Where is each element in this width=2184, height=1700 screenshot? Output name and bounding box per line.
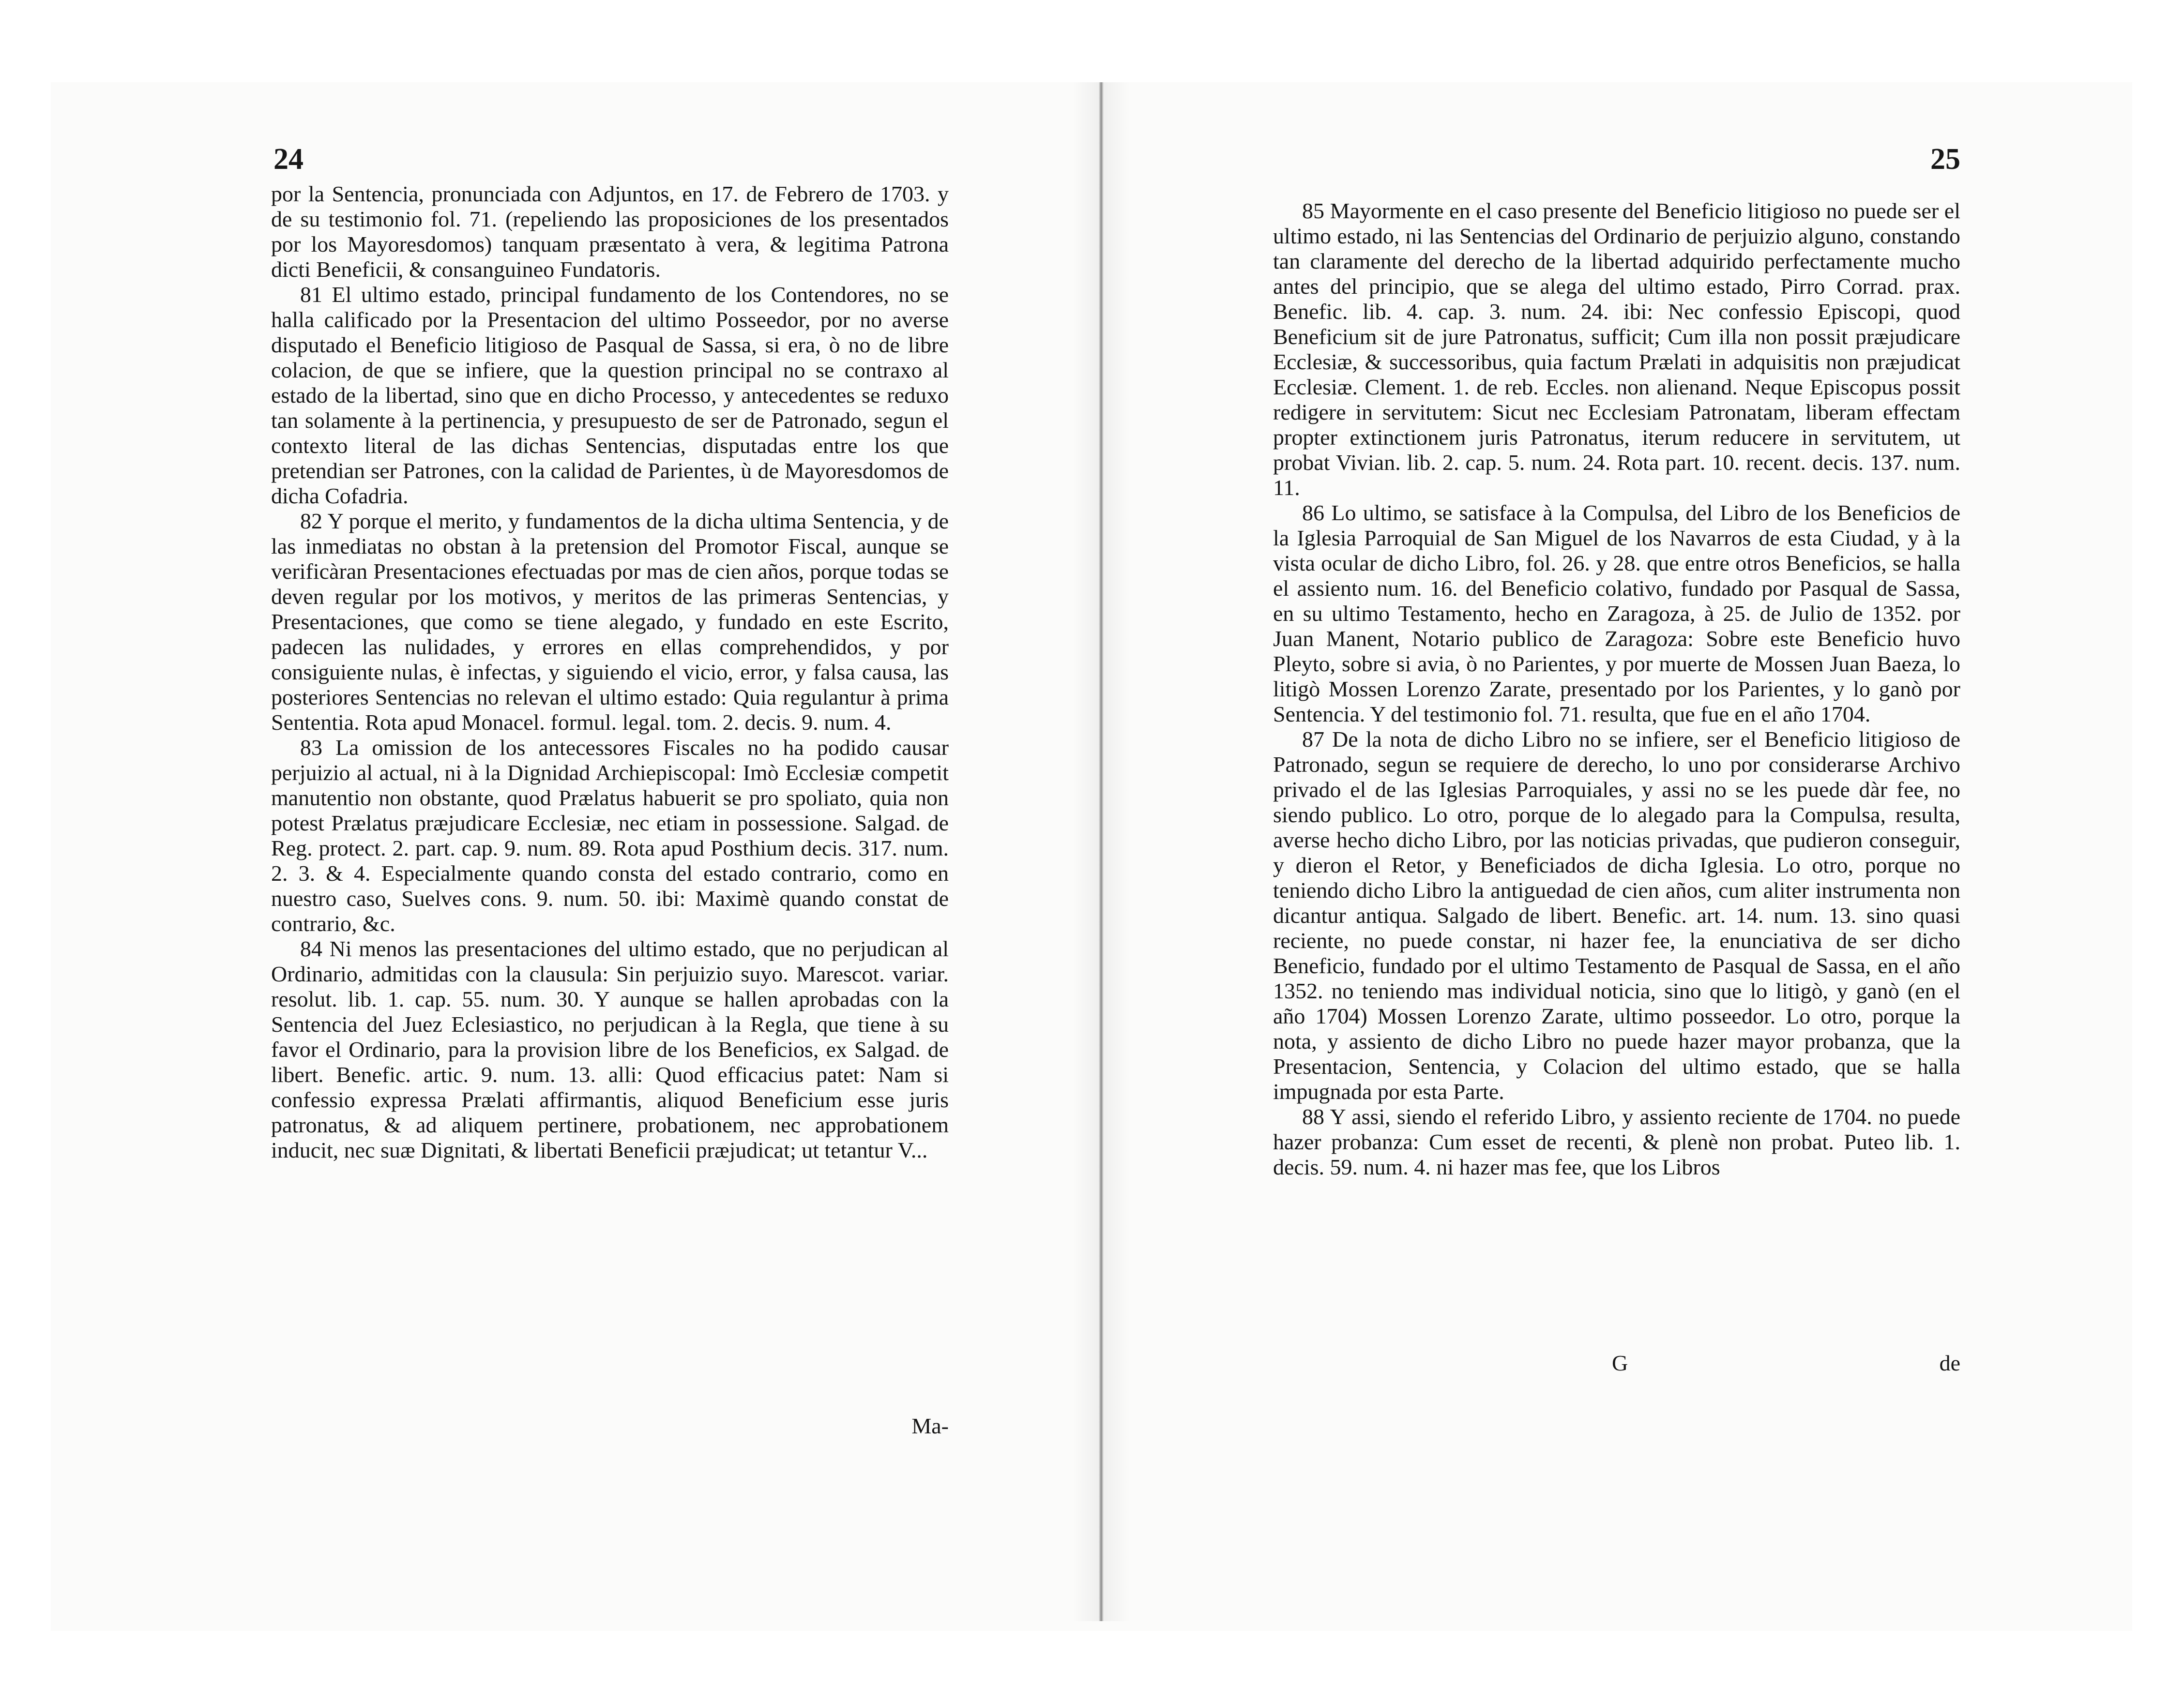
page-text <box>271 181 949 1163</box>
signature-mark: G <box>1612 1351 1628 1375</box>
paragraph-84: 84 Ni menos las presentaciones del ultimo estado, que no perjudican al Ordinario, admitidas con la clausula: Sin perjuizio suyo. Marescot. variar. resolut. lib. 1. cap. 55. num. 30. Y aunque se hallen aprobadas con la Sentencia del Juez Eclesiastico, no perjudican à la Regla, que tiene à su favor el Ordinario, para la provision libre de los Beneficios, ex Salgad. de libert. Benefic. artic. 9. num. 13. alli: Quod efficacius patet: Nam si confessio expressa Prælati affirmantis, aliquod Beneficium esse juris patronatus, & ad aliquem pertinere, probationem, nec approbationem inducit, nec suæ Dignitati, & libertati Beneficii præjudicat; ut tetantur V... <box>271 936 949 1162</box>
paragraph-83: 83 La omission de los antecessores Fiscales no ha podido causar perjuizio al actual, ni à la Dignidad Archiepiscopal: Imò Ecclesiæ competit manutentio non obstante, quod Prælatus habuerit se pro spoliato, quia non potest Prælatus præjudicare Ecclesiæ, nec etiam in possessione. Salgad. de Reg. protect. 2. part. cap. 9. num. 89. Rota apud Posthium decis. 317. num. 2. 3. & 4. Especialmente quando consta del estado contrario, como en nuestro caso, Suelves cons. 9. num. 50. ibi: Maximè quando constat de contrario, &c. <box>271 735 949 936</box>
left-page <box>271 143 949 1438</box>
catchword: de <box>1939 1351 1960 1375</box>
paragraph-continuation: por la Sentencia, pronunciada con Adjuntos, en 17. de Febrero de 1703. y de su testimonio fol. 71. (repeliendo las proposiciones de los presentados por los Mayoresdomos) tanquam præsentato à vera, & legitima Patrona dicti Beneficii, & consanguineo Fundatoris. <box>271 181 949 282</box>
paragraph-81: 81 El ultimo estado, principal fundamento de los Contendores, no se halla calificado por la Presentacion del ultimo Posseedor, por no averse disputado el Beneficio litigioso de Pasqual de Sassa, si era, ò no de libre colacion, de que se infiere, que la question principal no se contraxo al estado de la libertad, sino que en dicho Processo, y antecedentes se reduxo tan solamente à la pertinencia, y presupuesto de ser de Patronado, segun el contexto literal de las dichas Sentencias, disputadas entre los que pretendian ser Patrones, con la calidad de Parientes, ù de Mayoresdomos de dicha Cofadria. <box>271 282 949 508</box>
right-page <box>1273 143 1960 1375</box>
page-number: 24 <box>273 143 303 176</box>
page-text <box>1273 198 1960 1180</box>
paragraph-87: 87 De la nota de dicho Libro no se infiere, ser el Beneficio litigioso de Patronado, segun se requiere de derecho, lo uno por considerarse Archivo privado el de las Iglesias Parroquiales, y assi no se les puede dàr fee, no siendo publico. Lo otro, porque de lo alegado para la Compulsa, resulta, averse hecho dicho Libro, por las noticias privadas, que pudieron conseguir, y dieron el Retor, y Beneficiados de dicha Iglesia. Lo otro, porque no teniendo dicho Libro la antiguedad de cien años, cum aliter instrumenta non dicantur antiqua. Salgado de libert. Benefic. art. 14. num. 13. sino quasi reciente, no puede constar, ni hazer fee, la enunciativa de ser dicho Beneficio, fundado por el ultimo Testamento de Pasqual de Sassa, en el año 1352. no teniendo mas individual noticia, sino que lo litigò, y ganò (en el año 1704) Mossen Lorenzo Zarate, ultimo posseedor. Lo otro, porque la nota, y assiento de dicho Libro no puede hazer mayor probanza, que la Presentacion, Sentencia, y Colacion del ultimo estado, que se halla impugnada por esta Parte. <box>1273 727 1960 1104</box>
book-gutter <box>1099 82 1104 1621</box>
paragraph-86: 86 Lo ultimo, se satisface à la Compulsa, del Libro de los Beneficios de la Iglesia Parroquial de San Miguel de los Navarros de esta Ciudad, y à la vista ocular de dicho Libro, fol. 26. y 28. que entre otros Beneficios, se halla el assiento num. 16. del Beneficio colativo, fundado por Pasqual de Sassa, en su ultimo Testamento, hecho en Zaragoza, à 25. de Julio de 1352. por Juan Manent, Notario publico de Zaragoza: Sobre este Beneficio huvo Pleyto, sobre si avia, ò no Parientes, y por muerte de Mossen Juan Baeza, lo litigò Mossen Lorenzo Zarate, presentado por los Parientes, y lo ganò por Sentencia. Y del testimonio fol. 71. resulta, que fue en el año 1704. <box>1273 500 1960 726</box>
page-number: 25 <box>1930 143 1960 176</box>
paragraph-85: 85 Mayormente en el caso presente del Beneficio litigioso no puede ser el ultimo estado, ni las Sentencias del Ordinario de perjuizio alguno, constando tan claramente del derecho de la libertad adquirido perfectamente mucho antes del principio, que se alega del ultimo estado, Pirro Corrad. prax. Benefic. lib. 4. cap. 3. num. 24. ibi: Nec confessio Episcopi, quod Beneficium sit de jure Patronatus, sufficit; Cum illa non possit præjudicare Ecclesiæ, & successoribus, quia factum Prælati in adquisitis non præjudicat Ecclesiæ. Clement. 1. de reb. Eccles. non alienand. Neque Episcopus possit redigere in servitutem: Sicut nec Ecclesiam Patronatam, liberam effectam propter extinctionem juris Patronatus, iterum reducere in servitutem, ut probat Vivian. lib. 2. cap. 5. num. 24. Rota part. 10. recent. decis. 137. num. 11. <box>1273 198 1960 500</box>
paragraph-82: 82 Y porque el merito, y fundamentos de la dicha ultima Sentencia, y de las inmediatas no obstan à la pretension del Promotor Fiscal, aunque se verificàran Presentaciones efectuadas por mas de cien años, porque todas se deven regular por los motivos, y meritos de las primeras Sentencias, y Presentaciones, que como se tiene alegado, y fundado en este Escrito, padecen las nulidades, y errores en ellas comprehendidos, y por consiguiente nulas, è infectas, y siguiendo el vicio, error, y falsa causa, las posteriores Sentencias no relevan el ultimo estado: Quia regulantur à prima Sententia. Rota apud Monacel. formul. legal. tom. 2. decis. 9. num. 4. <box>271 509 949 735</box>
catchword: Ma- <box>911 1414 949 1438</box>
paragraph-88: 88 Y assi, siendo el referido Libro, y assiento reciente de 1704. no puede hazer probanza: Cum esset de recenti, & plenè non probat. Puteo lib. 1. decis. 59. num. 4. ni hazer mas fee, que los Libros <box>1273 1104 1960 1179</box>
